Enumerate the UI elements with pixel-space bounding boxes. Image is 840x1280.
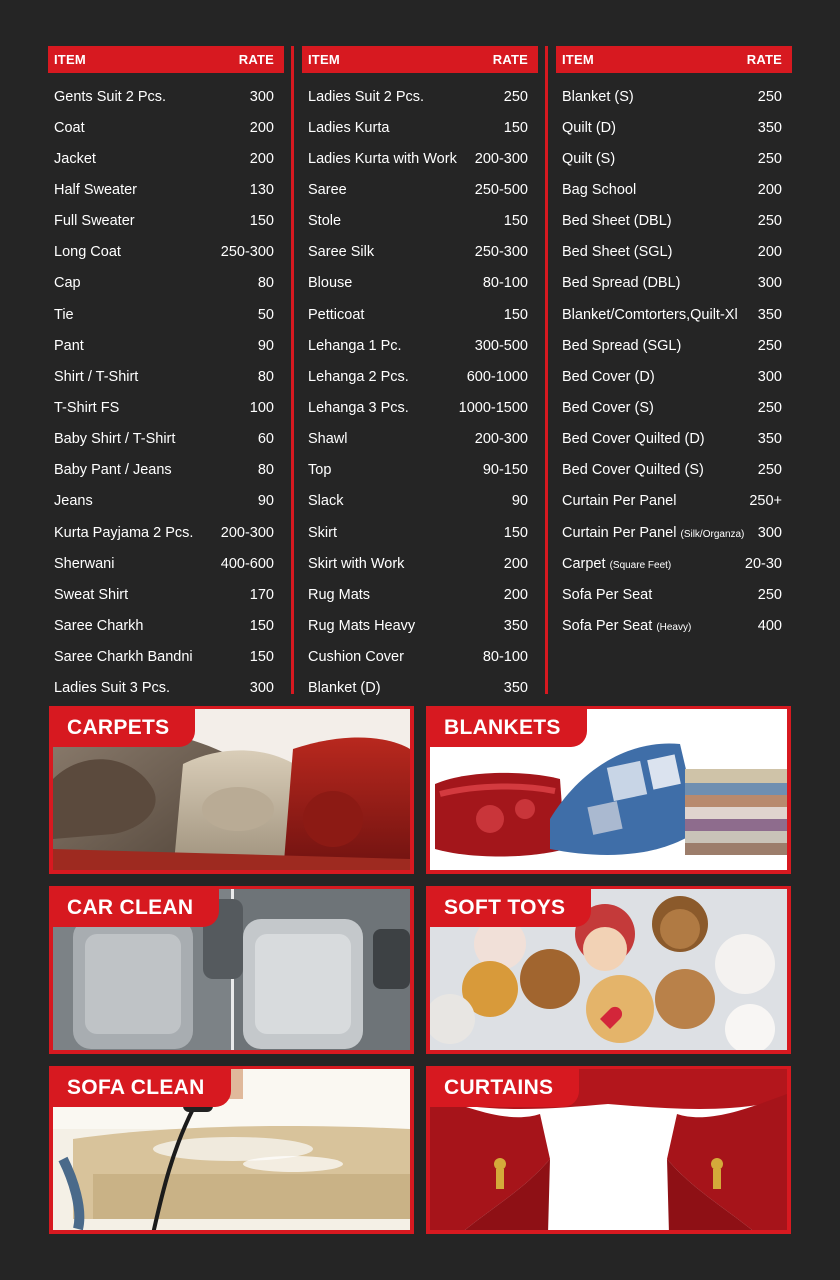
item-rate: 90 bbox=[511, 493, 528, 510]
item-rate: 200 bbox=[249, 119, 274, 136]
price-row bbox=[48, 579, 284, 610]
price-row bbox=[302, 361, 538, 392]
item-name: Jacket bbox=[54, 150, 96, 167]
item-name: Sofa Per Seat bbox=[562, 586, 653, 603]
price-row bbox=[48, 206, 284, 237]
item-rate: 400-600 bbox=[220, 555, 274, 572]
item-cell bbox=[54, 556, 114, 572]
item-name: Quilt (D) bbox=[562, 119, 616, 136]
price-row bbox=[48, 642, 284, 673]
item-cell bbox=[562, 462, 704, 478]
price-row bbox=[302, 299, 538, 330]
item-cell bbox=[308, 649, 404, 665]
price-row bbox=[302, 548, 538, 579]
item-rate: 200 bbox=[503, 555, 528, 572]
item-name: Blanket (S) bbox=[562, 88, 634, 105]
price-row bbox=[556, 392, 792, 423]
item-cell bbox=[54, 275, 81, 291]
item-cell bbox=[308, 275, 352, 291]
item-rate: 250 bbox=[757, 337, 782, 354]
item-rate: 170 bbox=[249, 586, 274, 603]
price-rows bbox=[556, 81, 792, 642]
price-row bbox=[302, 81, 538, 112]
price-row bbox=[302, 206, 538, 237]
item-cell bbox=[54, 244, 121, 260]
item-rate: 150 bbox=[249, 649, 274, 666]
rate-header: RATE bbox=[492, 52, 528, 67]
item-cell bbox=[54, 618, 143, 634]
item-name: Sherwani bbox=[54, 555, 115, 572]
price-row bbox=[302, 174, 538, 205]
price-row bbox=[556, 81, 792, 112]
item-cell bbox=[562, 275, 680, 291]
item-rate: 150 bbox=[249, 617, 274, 634]
price-row bbox=[556, 237, 792, 268]
item-rate: 90-150 bbox=[482, 462, 528, 479]
item-name: Bed Sheet (DBL) bbox=[562, 213, 672, 230]
item-rate: 90 bbox=[257, 493, 274, 510]
item-rate: 350 bbox=[757, 119, 782, 136]
price-rows bbox=[302, 81, 538, 704]
item-cell bbox=[562, 525, 744, 541]
item-name: Sofa Per Seat bbox=[562, 617, 653, 634]
item-name: Blanket (D) bbox=[308, 680, 381, 697]
item-name: Quilt (S) bbox=[562, 150, 616, 167]
price-row bbox=[302, 237, 538, 268]
item-cell bbox=[562, 151, 615, 167]
price-row bbox=[48, 174, 284, 205]
item-cell bbox=[308, 618, 415, 634]
item-cell bbox=[54, 493, 93, 509]
price-row bbox=[302, 143, 538, 174]
item-cell bbox=[562, 182, 636, 198]
item-header: ITEM bbox=[562, 52, 594, 67]
price-row bbox=[48, 143, 284, 174]
column-header bbox=[302, 46, 538, 73]
item-cell bbox=[308, 244, 374, 260]
price-row bbox=[556, 299, 792, 330]
curtains-label: CURTAINS bbox=[430, 1069, 579, 1107]
item-cell bbox=[562, 493, 676, 509]
price-row bbox=[48, 330, 284, 361]
item-name: Saree Charkh bbox=[54, 617, 144, 634]
item-rate: 250 bbox=[757, 462, 782, 479]
price-row bbox=[302, 112, 538, 143]
item-name: Long Coat bbox=[54, 244, 121, 261]
item-rate: 600-1000 bbox=[466, 368, 528, 385]
price-row bbox=[302, 579, 538, 610]
item-rate: 80-100 bbox=[482, 275, 528, 292]
item-rate: 300 bbox=[249, 88, 274, 105]
curtains-panel bbox=[426, 1066, 791, 1234]
item-header: ITEM bbox=[308, 52, 340, 67]
item-cell bbox=[562, 369, 655, 385]
item-name: Shawl bbox=[308, 431, 348, 448]
item-name: Full Sweater bbox=[54, 213, 135, 230]
sofa-clean-panel bbox=[49, 1066, 414, 1234]
item-name: Bed Cover Quilted (D) bbox=[562, 431, 705, 448]
item-cell bbox=[308, 89, 424, 105]
item-name: Pant bbox=[54, 337, 84, 354]
item-cell bbox=[562, 400, 654, 416]
price-row bbox=[48, 673, 284, 704]
item-rate: 200 bbox=[757, 244, 782, 261]
price-row bbox=[302, 424, 538, 455]
item-name: Half Sweater bbox=[54, 181, 138, 198]
item-cell bbox=[54, 587, 128, 603]
item-cell bbox=[562, 213, 672, 229]
item-cell bbox=[308, 493, 343, 509]
soft-toys-panel bbox=[426, 886, 791, 1054]
price-row bbox=[556, 424, 792, 455]
column-header bbox=[556, 46, 792, 73]
item-rate: 80-100 bbox=[482, 649, 528, 666]
item-name: Blanket/Comtorters,Quilt-Xl bbox=[562, 306, 738, 323]
rate-header: RATE bbox=[238, 52, 274, 67]
price-rows bbox=[48, 81, 284, 704]
item-name: Blouse bbox=[308, 275, 353, 292]
item-cell bbox=[308, 182, 347, 198]
item-cell bbox=[54, 680, 170, 696]
item-name: Skirt bbox=[308, 524, 337, 541]
item-rate: 50 bbox=[257, 306, 274, 323]
item-name: Bed Cover Quilted (S) bbox=[562, 462, 704, 479]
item-rate: 400 bbox=[757, 617, 782, 634]
price-row bbox=[556, 174, 792, 205]
item-cell bbox=[562, 244, 672, 260]
price-list bbox=[0, 46, 840, 696]
price-row bbox=[302, 610, 538, 641]
item-cell bbox=[54, 151, 96, 167]
price-row bbox=[556, 610, 792, 641]
item-rate: 300 bbox=[757, 275, 782, 292]
item-cell bbox=[54, 462, 172, 478]
price-row bbox=[556, 361, 792, 392]
price-row bbox=[302, 330, 538, 361]
item-rate: 200 bbox=[503, 586, 528, 603]
column-divider bbox=[291, 46, 294, 694]
item-name: Rug Mats bbox=[308, 586, 371, 603]
item-cell bbox=[54, 213, 135, 229]
price-row bbox=[302, 517, 538, 548]
item-rate: 130 bbox=[249, 181, 274, 198]
item-name: Baby Shirt / T-Shirt bbox=[54, 431, 176, 448]
item-name: Saree bbox=[308, 181, 347, 198]
item-name: Slack bbox=[308, 493, 344, 510]
item-cell bbox=[54, 369, 138, 385]
item-rate: 300 bbox=[249, 680, 274, 697]
price-row bbox=[302, 268, 538, 299]
item-rate: 250 bbox=[757, 150, 782, 167]
item-name: Cap bbox=[54, 275, 81, 292]
item-name: Bed Sheet (SGL) bbox=[562, 244, 673, 261]
column-header bbox=[48, 46, 284, 73]
price-row bbox=[48, 455, 284, 486]
car-clean-panel bbox=[49, 886, 414, 1054]
item-rate: 250 bbox=[757, 88, 782, 105]
item-name: Ladies Kurta with Work bbox=[308, 150, 457, 167]
item-name: Curtain Per Panel bbox=[562, 524, 677, 541]
item-name: Carpet bbox=[562, 555, 606, 572]
item-name: Ladies Suit 3 Pcs. bbox=[54, 680, 171, 697]
price-row bbox=[556, 206, 792, 237]
item-rate: 80 bbox=[257, 462, 274, 479]
item-name: Tie bbox=[54, 306, 74, 323]
item-rate: 150 bbox=[249, 213, 274, 230]
item-rate: 150 bbox=[503, 119, 528, 136]
price-row bbox=[48, 517, 284, 548]
item-name: Saree Silk bbox=[308, 244, 375, 261]
item-name: Top bbox=[308, 462, 332, 479]
price-column-2 bbox=[302, 46, 538, 704]
carpets-label: CARPETS bbox=[53, 709, 195, 747]
price-column-3 bbox=[556, 46, 792, 642]
item-cell bbox=[308, 400, 409, 416]
item-cell bbox=[308, 307, 364, 323]
item-rate: 150 bbox=[503, 524, 528, 541]
item-rate: 250 bbox=[757, 586, 782, 603]
rate-header: RATE bbox=[746, 52, 782, 67]
item-cell bbox=[54, 120, 85, 136]
item-cell bbox=[54, 431, 175, 447]
price-row bbox=[48, 486, 284, 517]
item-cell bbox=[308, 431, 348, 447]
item-rate: 60 bbox=[257, 431, 274, 448]
price-row bbox=[556, 517, 792, 548]
blankets-panel bbox=[426, 706, 791, 874]
item-cell bbox=[54, 182, 137, 198]
price-row bbox=[48, 81, 284, 112]
item-rate: 250 bbox=[757, 213, 782, 230]
item-cell bbox=[562, 307, 738, 323]
price-row bbox=[48, 424, 284, 455]
carpets-panel bbox=[49, 706, 414, 874]
item-cell bbox=[308, 151, 457, 167]
item-cell bbox=[308, 120, 389, 136]
price-row bbox=[556, 579, 792, 610]
price-row bbox=[556, 330, 792, 361]
item-rate: 300 bbox=[757, 524, 782, 541]
item-name: Lehanga 3 Pcs. bbox=[308, 399, 409, 416]
item-cell bbox=[308, 680, 381, 696]
item-cell bbox=[54, 89, 166, 105]
item-rate: 250 bbox=[503, 88, 528, 105]
item-rate: 350 bbox=[757, 306, 782, 323]
item-header: ITEM bbox=[54, 52, 86, 67]
item-cell bbox=[308, 525, 337, 541]
item-name: Kurta Payjama 2 Pcs. bbox=[54, 524, 194, 541]
price-row bbox=[48, 392, 284, 423]
item-rate: 80 bbox=[257, 368, 274, 385]
price-row bbox=[48, 548, 284, 579]
price-row bbox=[556, 548, 792, 579]
item-rate: 100 bbox=[249, 399, 274, 416]
item-rate: 350 bbox=[503, 617, 528, 634]
item-cell bbox=[562, 120, 616, 136]
item-name: Lehanga 1 Pc. bbox=[308, 337, 402, 354]
item-rate: 200-300 bbox=[474, 431, 528, 448]
item-rate: 200-300 bbox=[220, 524, 274, 541]
item-cell bbox=[562, 431, 705, 447]
item-name: Stole bbox=[308, 213, 342, 230]
blankets-label: BLANKETS bbox=[430, 709, 587, 747]
price-row bbox=[48, 112, 284, 143]
item-rate: 200 bbox=[249, 150, 274, 167]
item-cell bbox=[54, 338, 84, 354]
item-name: Sweat Shirt bbox=[54, 586, 129, 603]
item-cell bbox=[562, 618, 691, 634]
item-name: Petticoat bbox=[308, 306, 365, 323]
item-name: Ladies Suit 2 Pcs. bbox=[308, 88, 425, 105]
item-rate: 250+ bbox=[749, 493, 782, 510]
item-name: Saree Charkh Bandni bbox=[54, 649, 193, 666]
sofa-clean-label: SOFA CLEAN bbox=[53, 1069, 231, 1107]
item-rate: 350 bbox=[503, 680, 528, 697]
item-rate: 200 bbox=[757, 181, 782, 198]
item-cell bbox=[54, 649, 193, 665]
price-row bbox=[48, 268, 284, 299]
price-row bbox=[302, 642, 538, 673]
soft-toys-label: SOFT TOYS bbox=[430, 889, 591, 927]
column-divider bbox=[545, 46, 548, 694]
item-rate: 20-30 bbox=[744, 555, 782, 572]
item-rate: 90 bbox=[257, 337, 274, 354]
price-row bbox=[556, 112, 792, 143]
item-name: Baby Pant / Jeans bbox=[54, 462, 172, 479]
item-cell bbox=[308, 369, 409, 385]
item-cell bbox=[308, 587, 370, 603]
item-name: Cushion Cover bbox=[308, 649, 404, 666]
item-rate: 350 bbox=[757, 431, 782, 448]
item-rate: 1000-1500 bbox=[458, 399, 528, 416]
item-name: T-Shirt FS bbox=[54, 399, 120, 416]
price-row bbox=[556, 143, 792, 174]
item-name: Bed Cover (S) bbox=[562, 399, 654, 416]
item-rate: 150 bbox=[503, 306, 528, 323]
item-rate: 200-300 bbox=[474, 150, 528, 167]
item-cell bbox=[308, 556, 404, 572]
item-name: Bag School bbox=[562, 181, 637, 198]
price-row bbox=[48, 610, 284, 641]
item-name: Gents Suit 2 Pcs. bbox=[54, 88, 167, 105]
price-row bbox=[302, 673, 538, 704]
item-rate: 250 bbox=[757, 399, 782, 416]
item-name: Bed Cover (D) bbox=[562, 368, 655, 385]
item-name: Shirt / T-Shirt bbox=[54, 368, 139, 385]
item-cell bbox=[562, 587, 652, 603]
item-cell bbox=[308, 213, 341, 229]
item-name: Curtain Per Panel bbox=[562, 493, 677, 510]
item-cell bbox=[308, 338, 402, 354]
item-rate: 300-500 bbox=[474, 337, 528, 354]
item-rate: 80 bbox=[257, 275, 274, 292]
item-cell bbox=[562, 338, 681, 354]
item-name: Ladies Kurta bbox=[308, 119, 390, 136]
item-note: (Square Feet) bbox=[609, 559, 672, 571]
item-name: Bed Spread (DBL) bbox=[562, 275, 681, 292]
price-row bbox=[556, 486, 792, 517]
item-cell bbox=[54, 400, 119, 416]
item-rate: 250-300 bbox=[220, 244, 274, 261]
item-cell bbox=[562, 556, 671, 572]
item-note: (Silk/Organza) bbox=[680, 528, 745, 540]
item-name: Rug Mats Heavy bbox=[308, 617, 416, 634]
item-rate: 250-300 bbox=[474, 244, 528, 261]
price-row bbox=[556, 455, 792, 486]
item-name: Skirt with Work bbox=[308, 555, 405, 572]
item-cell bbox=[308, 462, 331, 478]
price-row bbox=[48, 361, 284, 392]
item-name: Coat bbox=[54, 119, 85, 136]
item-cell bbox=[54, 307, 74, 323]
item-name: Jeans bbox=[54, 493, 93, 510]
item-note: (Heavy) bbox=[656, 621, 692, 633]
price-row bbox=[48, 299, 284, 330]
car-clean-label: CAR CLEAN bbox=[53, 889, 219, 927]
item-name: Lehanga 2 Pcs. bbox=[308, 368, 409, 385]
price-row bbox=[302, 392, 538, 423]
item-name: Bed Spread (SGL) bbox=[562, 337, 682, 354]
price-row bbox=[302, 486, 538, 517]
price-row bbox=[556, 268, 792, 299]
price-column-1 bbox=[48, 46, 284, 704]
item-cell bbox=[54, 525, 193, 541]
item-rate: 300 bbox=[757, 368, 782, 385]
price-row bbox=[302, 455, 538, 486]
item-rate: 250-500 bbox=[474, 181, 528, 198]
price-row bbox=[48, 237, 284, 268]
item-cell bbox=[562, 89, 634, 105]
item-rate: 150 bbox=[503, 213, 528, 230]
